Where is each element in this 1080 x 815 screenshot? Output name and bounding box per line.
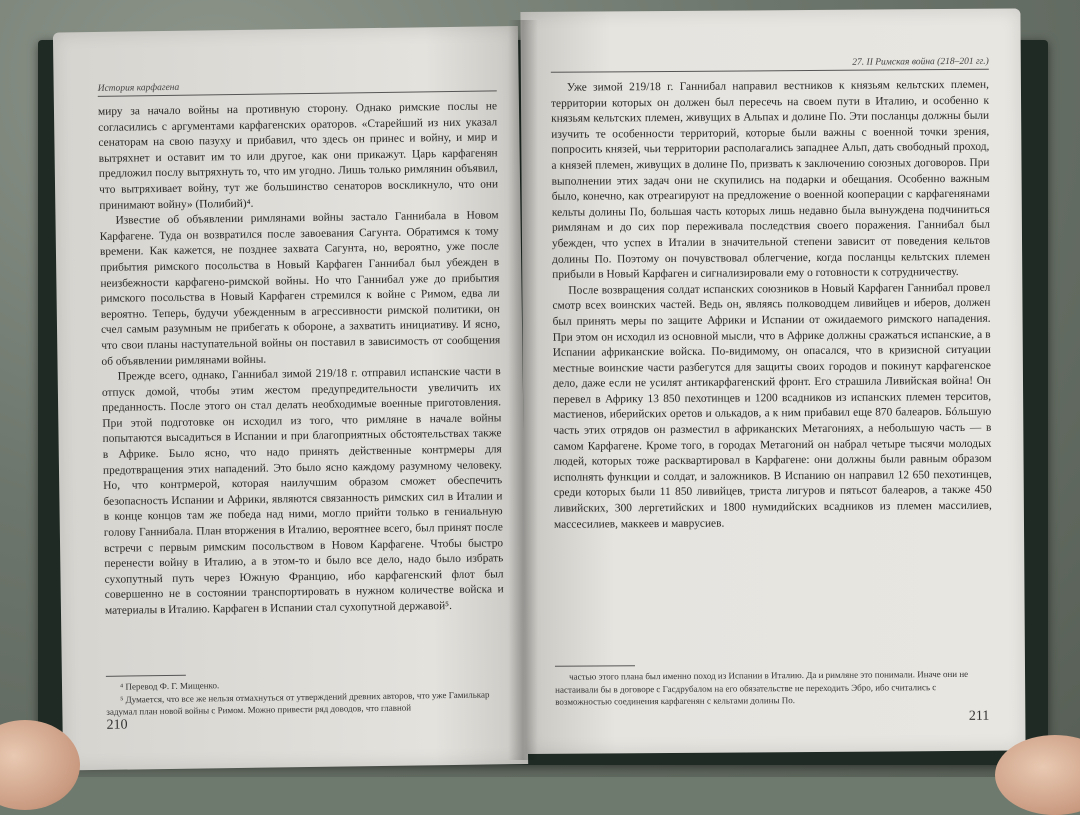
- right-footnote-cont: частью этого плана был именно поход из Испании в Италию. Да и римляне это понимали. Иначе они не настаивали бы в договоре с Гасдрубалом на его обязательстве не переходить Эбро, ибо считались с возможностью соединения карфагенян с кельтами долины По.: [555, 668, 969, 707]
- right-footnotes: [555, 663, 993, 709]
- right-page-number: 211: [968, 708, 990, 724]
- left-page-number: 210: [106, 717, 128, 733]
- right-body-text: [551, 78, 992, 533]
- left-paragraph-3: Прежде всего, однако, Ганнибал зимой 219/18 г. отправил испанские части в отпуск домой, чтобы этим жестом предупредительности увеличить их преданность. После этого он стал делать необходимые военные приготовления. При этой подготовке он исходил из того, что римляне в начале войны попытаются высадиться в Испании и при благоприятных обстоятельствах также в Африке. Было ясно, что надо принять действенные контрмеры для предотвращения этих нападений. Это было ясно каждому разумному человеку. Но, что контрмерой, которая наилучшим образом сможет обеспечить безопасность Испании и Африки, являются связанность римских сил в Италии и в конце концов там же победа над ними, могло прийти только в гениальную голову Ганнибала. План вторжения в Италию, вероятнее всего, был принят после встречи с первым римским посольством в Новом Карфагене. Чтобы быстро перенести войну в Италию, а в этом-то и было все дело, надо было избрать сухопутный путь через Южную Францию, ибо карфагенский флот был совершенно не в состоянии транспортировать в нужном количестве войска и материалы в Италию. Карфаген в Испании стал сухопутной державой⁵.: [101, 365, 504, 617]
- footnote-rule: [555, 665, 635, 667]
- left-running-head: История карфагена: [98, 78, 497, 97]
- right-paragraph-1: Уже зимой 219/18 г. Ганнибал направил вестников к князьям кельтских племен, территории которых он должен был пересечь на своем пути в Италию, и особенно к князьям кельтских племен, живущих в Альпах и долине По. Эти посланцы должны были изучить те особенности территорий, которые были важны с военной точки зрения, попросить князей, чьи территории располагались западнее Альп, дать свободный проход, а князей племен, живущих в долине По, призвать к заключению союзных договоров. При выполнении этих задач они не скупились на подарки и обещания. Особенно важным было, конечно, как отреагируют на предложение о военной кооперации с карфагенянами кельты долины По, большая часть которых лишь недавно была вынуждена подчиниться римлянам и до сих пор переживала последствия своего поражения. Ганнибал был убежден, что успех в Италии в значительной степени зависит от поведения кельтов долины По. Поэтому он почувствовал облегчение, когда посланцы кельтских племен прибыли в Новый Карфаген и сигнализировали ему о готовности к сотрудничеству.: [551, 78, 991, 281]
- left-footnote-5: ⁵ Думается, что все же нельзя отмахнуться от утверждений древних авторов, что уже Гамилькар задумал план новой войны с Римом. Можно привести ряд доводов, что главной: [106, 688, 490, 717]
- left-paragraph-1: миру за начало войны на противную сторону. Однако римские послы не согласились с аргументами карфагенских ораторов. «Старейший из них указал сенаторам на свою пазуху и прибавил, что здесь он принес и войну, и мир и вытряхнет и оставит им то или другое, как они прикажут. Царь карфагенян предложил послу вытряхнуть то, что им угодно. Лишь только римлянин объявил, что вытряхивает войну, тут же большинство сенаторов воскликнуло, что они принимают войну» (Полибий)⁴.: [97, 100, 499, 212]
- left-footnotes: [106, 670, 506, 718]
- right-running-head: 27. II Римская война (218–201 гг.): [551, 57, 989, 73]
- left-footnote-4: ⁴ Перевод Ф. Г. Мищенко.: [119, 680, 220, 692]
- right-paragraph-2: После возвращения солдат испанских союзников в Новый Карфаген Ганнибал провел смотр всех воинских частей. Ведь он, являясь полководцем ливийцев и иберов, должен был принять меры по защите Африки и Испании от ожидаемого римского нападения. При этом он исходил из основной мысли, что в Африке должны сражаться испанские, а в Испании африканские войска. По-видимому, он опасался, что в кризисной ситуации местные воинские части разбегутся для защиты своих городов и покинут карфагенское дело, даже если не усилят антикарфагенский фронт. Его страшила Ливийская война! Он перевел в Африку 13 850 пехотинцев и 1200 всадников из испанских племен терситов, мастиенов, иберийских оретов и олькадов, а к ним прибавил еще 870 балеаров. Бóльшую часть этих отрядов он разместил в африканских Метагониях, а небольшую часть — в самом Карфагене. Кроме того, в городах Метагоний он набрал четыре тысячи молодых людей, которых тоже расквартировал в Карфагене: они должны были равным образом исполнять функции и солдат, и заложников. В Испанию он направил 12 650 пехотинцев, среди которых были 11 850 ливийцев, триста лигуров и пятьсот балеаров, а также 450 ливийских, 300 лергетийских и 1800 нумидийских всадников из племен массилиев, массесилиев, маккеев и маврусиев.: [552, 281, 992, 531]
- footnote-rule: [106, 675, 186, 677]
- left-page: [53, 26, 528, 770]
- right-page: [520, 9, 1025, 754]
- left-paragraph-2: Известие об объявлении римлянами войны застало Ганнибала в Новом Карфагене. Туда он возвратился после завоевания Сагунта. Обратимся к тому времени. Как кажется, не позднее захвата Сагунта, но, вероятно, уже после прибытия римского посольства в Новый Карфаген Ганнибал был убежден в неизбежности карфагено-римской войны. Но что Ганнибал уже до прибытия римского посольства в Новый Карфаген стремился к войне с Римом, едва ли вероятно. Теперь, будучи убежденным в агрессивности римской политики, он счел самым разумным не прибегать к обороне, а захватить инициативу. И ясно, что свои планы наступательной войны он поставил в зависимость от сообщения об объявлении римлянами войны.: [99, 209, 501, 368]
- left-body-text: [98, 99, 504, 619]
